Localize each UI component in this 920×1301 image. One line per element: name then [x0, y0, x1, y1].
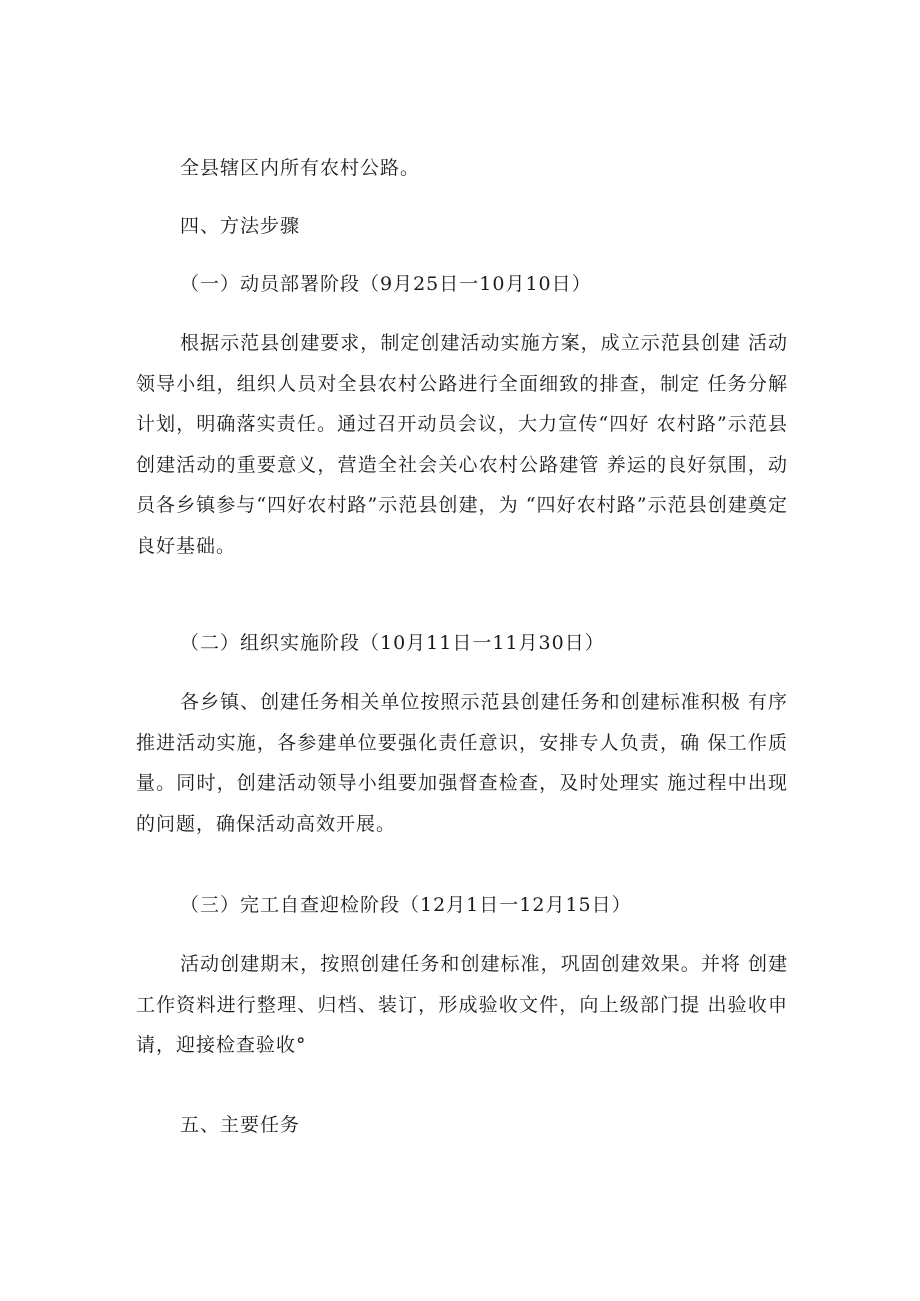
paragraph-inspection: 活动创建期末，按照创建任务和创建标准，巩固创建效果。并将 创建工作资料进行整理、归档、装订，形成验收文件，向上级部门提 出验收申请，迎接检查验收°: [136, 953, 788, 1057]
section-heading-methods: 四、方法步骤: [180, 215, 301, 237]
subsection-title-mobilization: （一）动员部署阶段（9月25日一10月10日）: [180, 273, 592, 295]
paragraph-implementation: 各乡镇、创建任务相关单位按照示范县创建任务和创建标准积极 有序推进活动实施，各参建单位要强化责任意识，安排专人负责，确 保工作质量。同时，创建活动领导小组要加强督查检查，及时处理实 施过程中出现的问题，确保活动高效开展。: [136, 691, 788, 835]
paragraph-mobilization: 根据示范县创建要求，制定创建活动实施方案，成立示范县创建 活动领导小组，组织人员对全县农村公路进行全面细致的排查，制定 任务分解计划，明确落实责任。通过召开动员会议，大力宣传“四好 农村路”示范县创建活动的重要意义，营造全社会关心农村公路建管 养运的良好氛围，动员各乡镇参与“四好农村路”示范县创建，为 “四好农村路”示范县创建奠定良好基础。: [136, 332, 788, 557]
scope-line: 全县辖区内所有农村公路。: [180, 157, 421, 179]
section-heading-main-tasks: 五、主要任务: [180, 1114, 301, 1136]
subsection-title-inspection: （三）完工自查迎检阶段（12月1日一12月15日）: [180, 894, 632, 916]
subsection-title-implementation: （二）组织实施阶段（10月11日一11月30日）: [180, 632, 605, 654]
